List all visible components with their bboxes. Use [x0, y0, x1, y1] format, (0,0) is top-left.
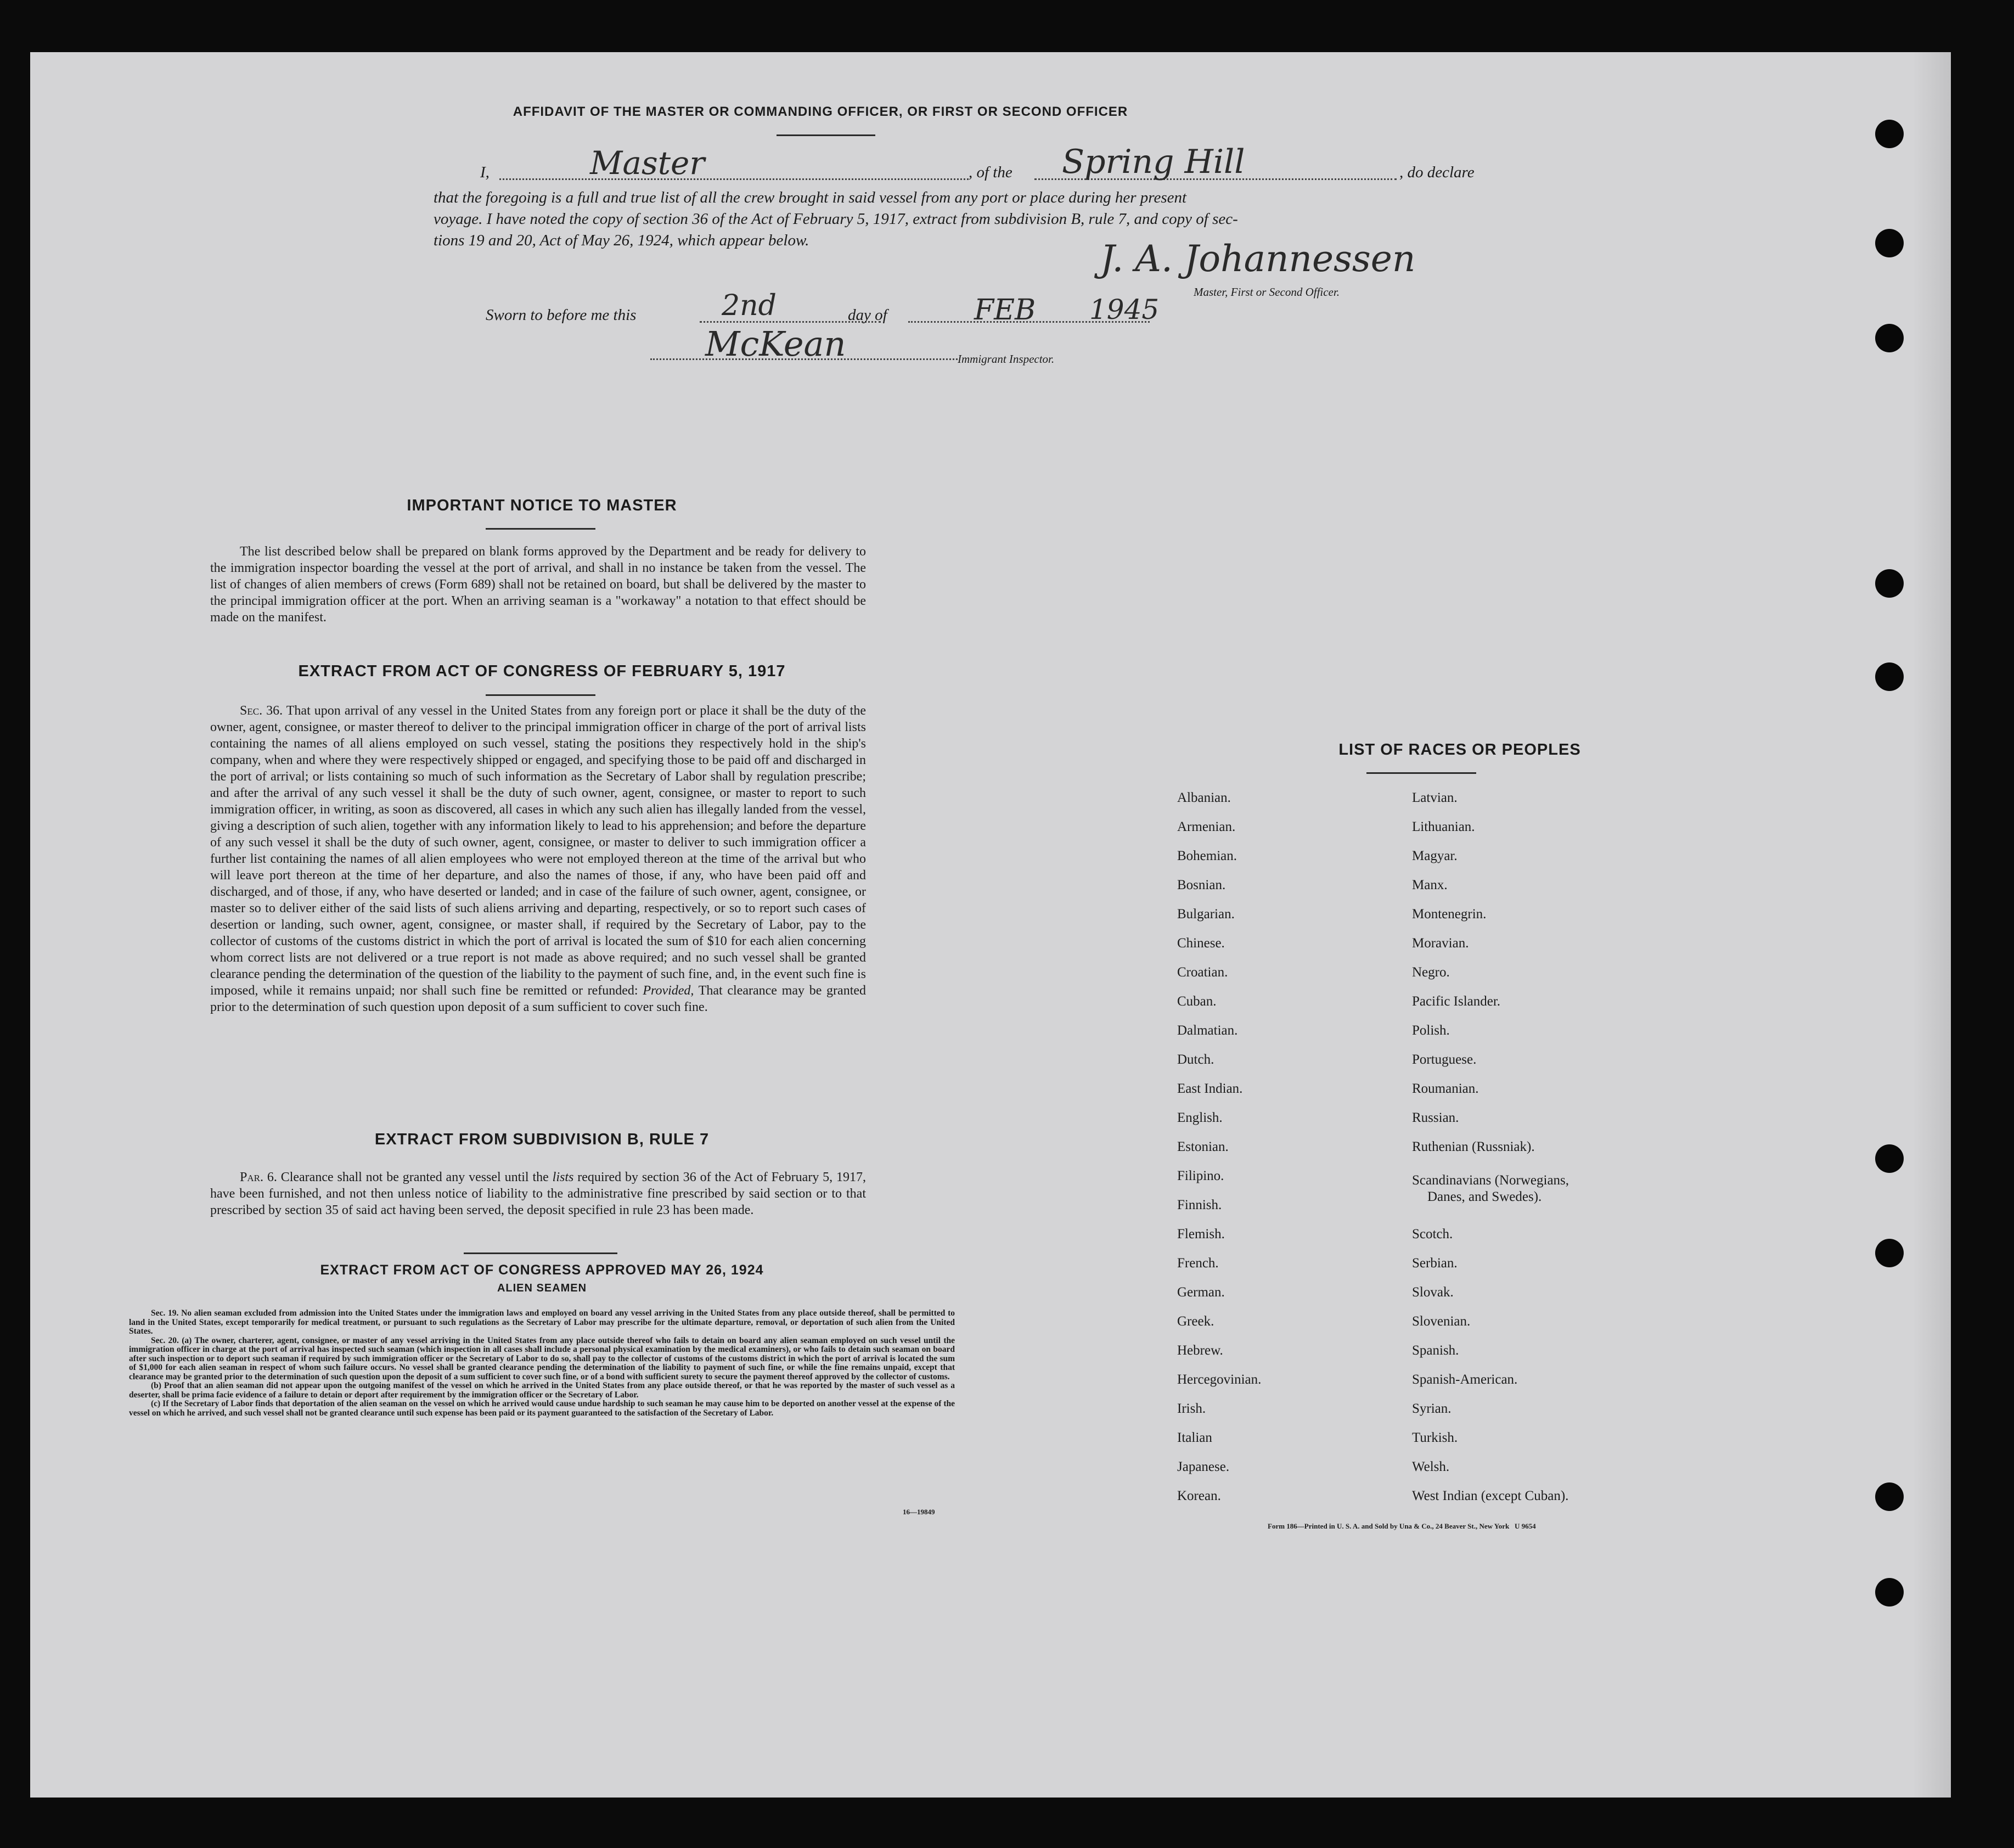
race-item: Pacific Islander.	[1412, 994, 1501, 1009]
race-item: Manx.	[1412, 878, 1448, 892]
race-item: English.	[1177, 1110, 1223, 1125]
race-item: Roumanian.	[1412, 1081, 1479, 1096]
race-item: Chinese.	[1177, 936, 1225, 951]
race-item: French.	[1177, 1256, 1219, 1271]
race-item: Welsh.	[1412, 1459, 1450, 1474]
affidavit-line-3: voyage. I have noted the copy of section 36 of the Act of February 5, 1917, extract from subdivision B, rule 7, and copy of sec-	[434, 210, 1238, 228]
race-item: Dutch.	[1177, 1052, 1214, 1067]
sec-20c-text: (c) If the Secretary of Labor finds that deportation of the alien seaman on the vessel on which he arrived would cause undue hardship to such seaman he may cause him to be deported on another vessel at the expense of the vessel on which he arrived, and such vessel shall not be granted clearance until such expense has been paid or its payment guaranteed to the satisfaction of the Secretary of Labor.	[129, 1399, 955, 1418]
race-item: Ruthenian (Russniak).	[1412, 1139, 1535, 1154]
inspector-caption: Immigrant Inspector.	[958, 352, 1055, 366]
affidavit-i: I,	[480, 164, 490, 181]
punch-hole	[1875, 1578, 1904, 1607]
form-code: 16—19849	[903, 1508, 935, 1516]
race-item: Magyar.	[1412, 849, 1458, 863]
race-item: Hebrew.	[1177, 1343, 1223, 1358]
race-item: Scotch.	[1412, 1227, 1453, 1242]
notice-title: IMPORTANT NOTICE TO MASTER	[407, 497, 677, 514]
rule-7-body-a: Clearance shall not be granted any vessel until the	[280, 1170, 549, 1184]
race-item: Filipino.	[1177, 1169, 1224, 1183]
signature-caption: Master, First or Second Officer.	[1194, 285, 1340, 299]
race-item: Croatian.	[1177, 965, 1228, 980]
master-handwriting: Master	[590, 144, 705, 182]
notice-section	[220, 497, 864, 515]
affidavit-line-4: tions 19 and 20, Act of May 26, 1924, which appear below.	[434, 232, 809, 249]
race-item: Slovak.	[1412, 1285, 1454, 1300]
rule-7-section	[220, 1131, 864, 1149]
affidavit-of-the: , of the	[969, 164, 1012, 181]
month-handwriting: FEB	[974, 294, 1036, 327]
extract-1924-section	[220, 1262, 864, 1295]
race-item: Scandinavians (Norwegians,	[1412, 1173, 1569, 1188]
punch-hole	[1875, 1239, 1904, 1267]
race-item: Negro.	[1412, 965, 1450, 980]
race-item: Estonian.	[1177, 1139, 1229, 1154]
day-handwriting: 2nd	[722, 289, 777, 322]
race-item: Latvian.	[1412, 790, 1458, 805]
inspector-signature: McKean	[705, 324, 846, 364]
rule-7-body-b: required by section 36 of the Act of February 5, 1917, have been furnished, and not then unless notice of liability to the administrative fine prescribed by said section or to that prescribed by section 35 of said act having been served, the deposit specified in rule 23 has been made.	[210, 1170, 867, 1217]
race-item: Albanian.	[1177, 790, 1231, 805]
race-item: Finnish.	[1177, 1198, 1222, 1212]
sec-20b-text: (b) Proof that an alien seaman did not appear upon the outgoing manifest of the vessel on which he arrived in the United States from any place outside thereof, or that he was reported by the master of such vessel as a deserter, shall be prima facie evidence of a failure to detain or deport after requirement by the immigration officer or the Secretary of Labor.	[129, 1381, 955, 1400]
race-item: Russian.	[1412, 1110, 1459, 1125]
race-item: Serbian.	[1412, 1256, 1458, 1271]
race-item: Bohemian.	[1177, 849, 1237, 863]
race-item: German.	[1177, 1285, 1225, 1300]
extract-1917-title: EXTRACT FROM ACT OF CONGRESS OF FEBRUARY 5, 1917	[298, 662, 786, 680]
extract-1917-rule	[486, 694, 595, 696]
rule-7-text	[210, 1169, 866, 1218]
punch-hole	[1875, 569, 1904, 598]
par-6-label: Par. 6.	[240, 1170, 277, 1184]
punch-hole	[1875, 1482, 1904, 1511]
race-item: Cuban.	[1177, 994, 1217, 1009]
sec-36-body: That upon arrival of any vessel in the United States from any foreign port or place it shall be the duty of the owner, agent, consignee, or master thereof to deliver to the principal immigration officer in charge of the port of arrival lists containing the names of all aliens employed on such vessel, stating the positions they respectively hold in the ship's company, when and where they were respectively shipped or engaged, and specifying those to be paid off and discharged in the port of arrival; or lists containing so much of such information as the Secretary of Labor shall by regulation prescribe; and after the arrival of any such vessel it shall be the duty of such owner, agent, consignee, or master to report to such immigration officer, in writing, as soon as discovered, all cases in which any such alien has illegally landed from the vessel, giving a description of such alien, together with any information likely to lead to his apprehension; and before the departure of any such vessel it shall be the duty of such owner, agent, consignee, or master to deliver to such immigration officer a further list containing the names of all alien employees who were not employed thereon at the time of the arrival but who will leave port thereon at the time of her departure, and also the names of those, if any, who have been paid off and discharged, and of those, if any, who have deserted or landed; and in case of the failure of such owner, agent, consignee, or master so to deliver either of the said lists of such aliens arriving and departing, respectively, or so to report such cases of desertion or landing, such owner, agent, consignee, or master shall, if required by the Secretary of Labor, pay to the collector of customs of the customs district in which the port of arrival is located the sum of $10 for each alien concerning whom correct lists are not delivered or a true report is not made as above required; and no such vessel shall be granted clearance pending the determination of the question of the liability to the payment of such fine, and, in the event such fine is imposed, while it remains unpaid; nor shall such fine be remitted or refunded:	[210, 704, 866, 998]
punch-hole	[1875, 229, 1904, 257]
race-item: Bosnian.	[1177, 878, 1226, 892]
extract-1917-section	[220, 662, 864, 681]
race-item: Montenegrin.	[1412, 907, 1487, 922]
extract-1924-title: EXTRACT FROM ACT OF CONGRESS APPROVED MAY 26, 1924	[320, 1262, 764, 1278]
race-item: West Indian (except Cuban).	[1412, 1488, 1569, 1503]
title-rule	[777, 134, 875, 136]
affidavit-title: AFFIDAVIT OF THE MASTER OR COMMANDING OFFICER, OR FIRST OR SECOND OFFICER	[513, 104, 1128, 119]
race-item: Japanese.	[1177, 1459, 1230, 1474]
printer-footer: Form 186—Printed in U. S. A. and Sold by Una & Co., 24 Beaver St., New York U 9654	[1268, 1522, 1536, 1530]
races-rule	[1366, 772, 1476, 774]
race-item: Slovenian.	[1412, 1314, 1471, 1329]
affidavit-line-2: that the foregoing is a full and true list of all the crew brought in said vessel from any port or place during her present	[434, 189, 1187, 206]
races-title: LIST OF RACES OR PEOPLES	[1338, 741, 1581, 759]
race-item: Danes, and Swedes).	[1427, 1189, 1542, 1204]
race-item: Italian	[1177, 1430, 1212, 1445]
alien-seamen-subtitle: ALIEN SEAMEN	[497, 1282, 587, 1294]
race-item: East Indian.	[1177, 1081, 1243, 1096]
race-item: Dalmatian.	[1177, 1023, 1238, 1038]
sec-36-label: Sec. 36.	[240, 704, 283, 718]
sec-19-text: Sec. 19. No alien seaman excluded from admission into the United States under the immigration laws and employed on board any vessel arriving in the United States from any place outside thereof, shall be permitted to land in the United States, except temporarily for medical treatment, or pursuant to such regulations as the Secretary of Labor may prescribe for the ultimate departure, removal, or deportation of such alien from the United States.	[129, 1308, 955, 1336]
affidavit-do-declare: , do declare	[1399, 164, 1475, 181]
punch-hole	[1875, 1144, 1904, 1173]
vessel-handwriting: Spring Hill	[1062, 143, 1245, 181]
notice-body: The list described below shall be prepared on blank forms approved by the Department and be ready for delivery to the immigration inspector boarding the vessel at the port of arrival, and shall in no instance be taken from the vessel. The list of changes of alien members of crews (Form 689) shall not be retained on board, but shall be delivered by the master to the principal immigration officer at the port. When an arriving seaman is a "workaway" a notation to that effect should be made on the manifest.	[210, 544, 866, 625]
punch-hole	[1875, 324, 1904, 352]
master-blank	[499, 178, 969, 180]
day-of-label: day of	[848, 306, 887, 324]
race-item: Portuguese.	[1412, 1052, 1477, 1067]
sec-20a-text: Sec. 20. (a) The owner, charterer, agent, consignee, or master of any vessel arriving in the United States from any place outside thereof who fails to detain on board any alien seaman employed on such vessel until the immigration officer in charge at the port of arrival has inspected such seaman (which inspection in all cases shall include a personal physical examination by the medical examiners), or who fails to detain such seaman on board after such inspection or to deport such seaman if required by such immigration officer or the Secretary of Labor to do so, shall pay to the collector of customs of the customs district in which the port of arrival is located the sum of $1,000 for each alien seaman in respect of whom such failure occurs. No vessel shall be granted clearance pending the determination of the liability to payment of such fine, or while the fine remains unpaid, except that clearance may be granted prior to the determination of such question upon the deposit of a sum sufficient to cover such fine, or of a bond with sufficient surety to secure the payment thereof approved by the collector of customs.	[129, 1335, 955, 1381]
race-item: Spanish-American.	[1412, 1372, 1518, 1387]
races-section	[1254, 741, 1666, 759]
extract-1917-text	[210, 703, 866, 1015]
extract-1924-text	[129, 1309, 955, 1418]
race-item: Korean.	[1177, 1488, 1221, 1503]
race-item: Lithuanian.	[1412, 819, 1475, 834]
race-item: Flemish.	[1177, 1227, 1225, 1242]
race-item: Armenian.	[1177, 819, 1236, 834]
race-item: Spanish.	[1412, 1343, 1459, 1358]
rule-7-rule	[464, 1252, 617, 1254]
rule-7-title: EXTRACT FROM SUBDIVISION B, RULE 7	[374, 1131, 710, 1148]
race-item: Bulgarian.	[1177, 907, 1235, 922]
provided-word: Provided,	[643, 984, 694, 998]
race-item: Polish.	[1412, 1023, 1450, 1038]
race-item: Irish.	[1177, 1401, 1206, 1416]
punch-hole	[1875, 120, 1904, 148]
race-item: Turkish.	[1412, 1430, 1458, 1445]
race-item: Hercegovinian.	[1177, 1372, 1262, 1387]
master-signature: J. A. Johannessen	[1100, 238, 1416, 280]
sworn-label: Sworn to before me this	[486, 306, 637, 324]
document-page	[30, 52, 1951, 1798]
punch-hole	[1875, 662, 1904, 691]
year-handwriting: 1945	[1089, 294, 1160, 325]
race-item: Syrian.	[1412, 1401, 1452, 1416]
notice-text	[210, 543, 866, 626]
sec-36-body-end: That clearance may be granted prior to the determination of such question upon deposit of a sum sufficient to cover such fine.	[210, 984, 867, 1014]
lists-word: lists	[552, 1170, 574, 1184]
notice-rule	[486, 528, 595, 530]
race-item: Moravian.	[1412, 936, 1469, 951]
race-item: Greek.	[1177, 1314, 1214, 1329]
